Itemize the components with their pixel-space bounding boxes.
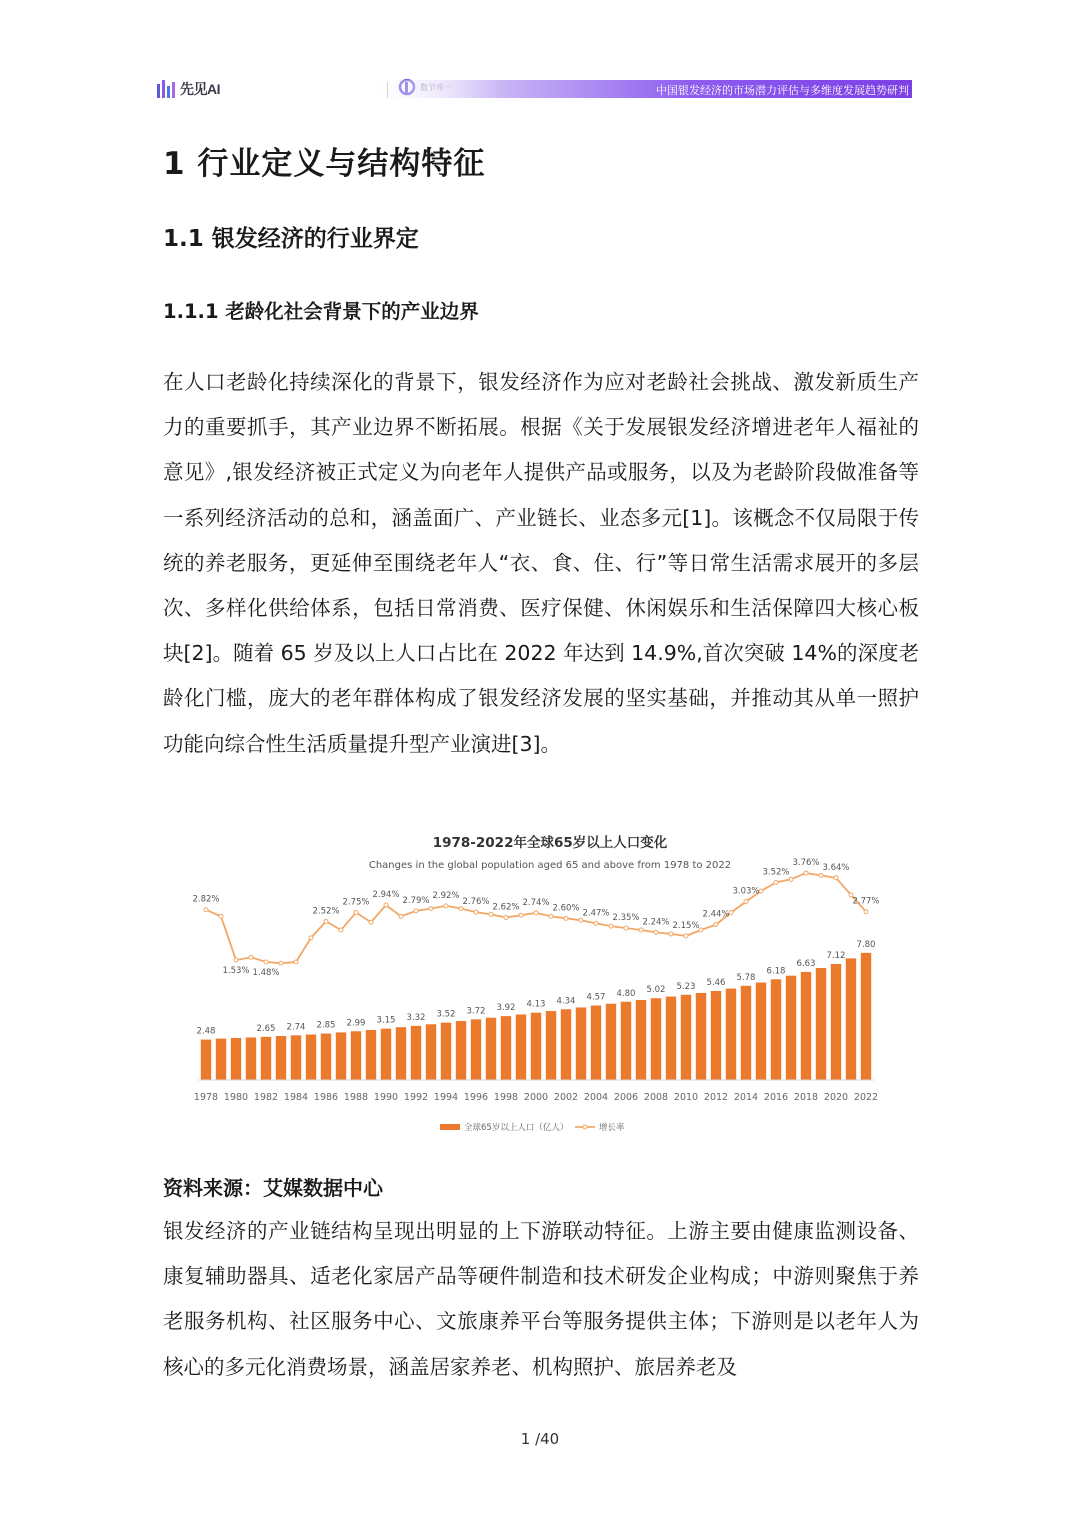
bar-1989	[366, 1030, 376, 1080]
rate-point-2014	[744, 900, 748, 904]
rate-point-2022	[864, 910, 868, 914]
x-tick-label: 2004	[583, 1092, 609, 1103]
bar-2007	[636, 1000, 646, 1080]
bar-value-label: 4.13	[526, 999, 546, 1010]
rate-point-2000	[534, 911, 538, 915]
bar-2016	[771, 979, 781, 1080]
x-tick-label: 2010	[673, 1092, 699, 1103]
rate-point-1986	[324, 919, 328, 923]
bar-2006	[621, 1002, 631, 1080]
bar-2019	[816, 968, 826, 1080]
bar-1978	[201, 1040, 211, 1080]
rate-point-1995	[459, 907, 463, 911]
legend-bar-swatch	[440, 1124, 460, 1130]
bar-value-label: 7.12	[826, 950, 846, 961]
rate-value-label: 2.77%	[852, 896, 880, 907]
bar-value-label: 5.78	[736, 972, 756, 983]
rate-point-1996	[474, 910, 478, 914]
rate-point-2007	[639, 928, 643, 932]
x-tick-label: 1988	[343, 1092, 369, 1103]
rate-value-label: 2.44%	[702, 909, 730, 920]
x-tick-label: 2006	[613, 1092, 639, 1103]
bar-1999	[516, 1014, 526, 1080]
page-number: 1 /40	[520, 1430, 560, 1448]
page-header	[155, 74, 915, 104]
x-tick-label: 2020	[823, 1092, 849, 1103]
rate-value-label: 2.62%	[492, 902, 520, 913]
x-tick-label: 1986	[313, 1092, 339, 1103]
rate-point-2002	[564, 916, 568, 920]
rate-point-1998	[504, 916, 508, 920]
rate-point-2015	[759, 889, 763, 893]
rate-point-2016	[774, 880, 778, 884]
rate-point-2005	[609, 924, 613, 928]
rate-value-label: 2.74%	[522, 897, 550, 908]
bar-1981	[246, 1037, 256, 1080]
bar-1997	[486, 1018, 496, 1080]
bar-value-label: 2.74	[286, 1022, 306, 1033]
rate-value-label: 2.92%	[432, 890, 460, 901]
bar-value-label: 7.80	[856, 939, 876, 950]
rate-value-label: 1.53%	[222, 966, 250, 977]
rate-value-label: 2.24%	[642, 917, 670, 928]
brand-logo-icon	[155, 78, 177, 100]
bar-1983	[276, 1036, 286, 1080]
rate-value-label: 2.76%	[462, 897, 490, 908]
bar-2015	[756, 983, 766, 1080]
bar-2003	[576, 1007, 586, 1080]
rate-point-1991	[399, 914, 403, 918]
bar-1984	[291, 1035, 301, 1080]
x-tick-label: 2000	[523, 1092, 549, 1103]
rate-point-2017	[789, 877, 793, 881]
rate-point-1989	[369, 920, 373, 924]
body-paragraph: 在人口老龄化持续深化的背景下，银发经济作为应对老龄社会挑战、激发新质生产力的重要抓手，其产业边界不断拓展。根据《关于发展银发经济增进老年人福祉的意见》,银发经济被正式定义为向老年人提供产品或服务，以及为老龄阶段做准备等一系列经济活动的总和，涵盖面广、产业链长、业态多元[1]。该概念不仅局限于传统的养老服务，更延伸至围绕老年人“衣、食、住、行”等日常生活需求展开的多层次、多样化供给体系，包括日常消费、医疗保健、休闲娱乐和生活保障四大核心板块[2]。随着 65 岁及以上人口占比在 2022 年达到 14.9%,首次突破 14%的深度老龄化门槛，庞大的老年群体构成了银发经济发展的坚实基础，并推动其从单一照护功能向综合性生活质量提升型产业演进[3]。	[163, 370, 919, 756]
report-title: 中国银发经济的市场潜力评估与多维度发展趋势研判	[656, 84, 909, 97]
x-tick-label: 1992	[403, 1092, 429, 1103]
rate-point-1981	[249, 955, 253, 959]
source-note: 资料来源：艾媒数据中心	[163, 1176, 383, 1200]
legend-bar-label: 全球65岁以上人口（亿人）	[464, 1123, 569, 1133]
bar-2001	[546, 1011, 556, 1080]
rate-point-1999	[519, 913, 523, 917]
rate-value-label: 2.94%	[372, 890, 400, 901]
growth-rate-line	[206, 873, 866, 963]
rate-point-1983	[279, 961, 283, 965]
bar-1993	[426, 1024, 436, 1080]
x-tick-label: 1980	[223, 1092, 249, 1103]
chart-title: 1978-2022年全球65岁以上人口变化	[432, 835, 668, 851]
bar-value-label: 2.48	[196, 1026, 216, 1037]
rate-point-2010	[684, 934, 688, 938]
bar-2017	[786, 976, 796, 1080]
bar-2000	[531, 1013, 541, 1080]
population-chart	[180, 822, 900, 1142]
rate-value-label: 1.48%	[252, 968, 280, 978]
x-tick-label: 1978	[193, 1092, 219, 1103]
bar-2009	[666, 997, 676, 1080]
x-tick-label: 1998	[493, 1092, 519, 1103]
rate-value-label: 2.35%	[612, 913, 640, 924]
x-tick-label: 1984	[283, 1092, 309, 1103]
rate-point-2009	[669, 932, 673, 936]
bar-2005	[606, 1004, 616, 1080]
rate-point-1985	[309, 936, 313, 940]
body-paragraph: 银发经济的产业链结构呈现出明显的上下游联动特征。上游主要由健康监测设备、康复辅助器具、适老化家居产品等硬件制造和技术研发企业构成；中游则聚焦于养老服务机构、社区服务中心、文旅康养平台等服务提供主体；下游则是以老年人为核心的多元化消费场景，涵盖居家养老、机构照护、旅居养老及	[163, 1219, 919, 1379]
bar-value-label: 6.63	[796, 958, 816, 969]
x-tick-label: 2014	[733, 1092, 759, 1103]
x-tick-label: 2016	[763, 1092, 789, 1103]
bar-value-label: 3.92	[496, 1003, 516, 1014]
bar-value-label: 3.52	[436, 1009, 456, 1020]
bar-1998	[501, 1016, 511, 1080]
chapter-title: 1 行业定义与结构特征	[163, 146, 486, 182]
bar-value-label: 5.23	[676, 981, 696, 992]
rate-point-1994	[444, 904, 448, 908]
bar-2020	[831, 964, 841, 1080]
x-tick-label: 1990	[373, 1092, 399, 1103]
bar-value-label: 4.80	[616, 988, 636, 999]
bar-1996	[471, 1019, 481, 1080]
rate-point-2003	[579, 918, 583, 922]
x-tick-label: 1996	[463, 1092, 489, 1103]
bar-value-label: 4.57	[586, 992, 606, 1003]
x-tick-label: 2012	[703, 1092, 729, 1103]
bar-1987	[336, 1032, 346, 1080]
bar-value-label: 3.72	[466, 1006, 486, 1017]
rate-point-1984	[294, 960, 298, 964]
rate-point-1990	[384, 903, 388, 907]
rate-point-1982	[264, 960, 268, 964]
bar-value-label: 2.85	[316, 1020, 336, 1031]
bar-value-label: 3.32	[406, 1012, 426, 1023]
rate-value-label: 3.64%	[822, 862, 850, 873]
chart-subtitle: Changes in the global population aged 65 and above from 1978 to 2022	[368, 860, 732, 871]
rate-value-label: 2.60%	[552, 903, 580, 914]
bar-2004	[591, 1006, 601, 1080]
bar-1988	[351, 1031, 361, 1080]
bar-2008	[651, 998, 661, 1080]
bar-2021	[846, 958, 856, 1080]
bar-1985	[306, 1035, 316, 1080]
x-tick-label: 2002	[553, 1092, 579, 1103]
bar-1995	[456, 1021, 466, 1080]
bar-2022	[861, 953, 871, 1080]
bar-2012	[711, 991, 721, 1080]
rate-point-1979	[219, 914, 223, 918]
rate-point-2018	[804, 871, 808, 875]
rate-value-label: 2.79%	[402, 895, 430, 906]
rate-point-2001	[549, 914, 553, 918]
bar-2014	[741, 986, 751, 1080]
rate-point-2012	[714, 923, 718, 927]
rate-value-label: 3.03%	[732, 886, 760, 897]
rate-value-label: 2.82%	[192, 894, 220, 905]
x-tick-label: 1994	[433, 1092, 459, 1103]
x-tick-label: 2018	[793, 1092, 819, 1103]
rate-value-label: 2.75%	[342, 897, 370, 908]
chart-legend	[440, 1122, 625, 1133]
bar-2018	[801, 972, 811, 1080]
bar-2010	[681, 995, 691, 1080]
x-tick-label: 2008	[643, 1092, 669, 1103]
rate-value-label: 2.47%	[582, 908, 610, 919]
bar-value-label: 2.99	[346, 1018, 366, 1029]
bar-value-label: 2.65	[256, 1023, 276, 1034]
bar-value-label: 5.46	[706, 978, 726, 989]
bar-value-label: 6.18	[766, 966, 786, 977]
rate-point-2004	[594, 921, 598, 925]
bar-1982	[261, 1037, 271, 1080]
bar-1980	[231, 1038, 241, 1080]
rate-point-1992	[414, 909, 418, 913]
x-tick-label: 2022	[853, 1092, 879, 1103]
legend-line-label: 增长率	[599, 1123, 625, 1133]
rate-value-label: 3.76%	[792, 858, 820, 869]
legend-line-marker	[583, 1125, 587, 1129]
rate-point-1988	[354, 910, 358, 914]
rate-value-label: 2.15%	[672, 920, 700, 931]
rate-point-2013	[729, 910, 733, 914]
rate-point-1993	[429, 907, 433, 911]
rate-value-label: 2.52%	[312, 906, 340, 917]
rate-point-2011	[699, 928, 703, 932]
brand-logo-text: 先见AI	[180, 81, 220, 97]
subsection-heading: 1.1.1 老龄化社会背景下的产业边界	[163, 300, 479, 323]
rate-point-1980	[234, 958, 238, 962]
bar-1991	[396, 1027, 406, 1080]
rate-value-label: 3.52%	[762, 867, 790, 878]
rate-point-2019	[819, 873, 823, 877]
bar-1979	[216, 1039, 226, 1080]
bar-1994	[441, 1023, 451, 1080]
bar-1990	[381, 1029, 391, 1080]
bar-2013	[726, 989, 736, 1080]
brand-logo	[155, 78, 220, 100]
section-heading: 1.1 银发经济的行业界定	[163, 226, 419, 252]
bar-value-label: 3.15	[376, 1015, 396, 1026]
rate-point-2020	[834, 876, 838, 880]
bar-2011	[696, 993, 706, 1080]
x-tick-label: 1982	[253, 1092, 279, 1103]
bar-2002	[561, 1009, 571, 1080]
bar-value-label: 5.02	[646, 985, 666, 996]
rate-point-2006	[624, 926, 628, 930]
rate-point-1987	[339, 928, 343, 932]
rate-point-1978	[204, 908, 208, 912]
rate-point-2008	[654, 930, 658, 934]
bar-value-label: 4.34	[556, 996, 576, 1007]
rate-point-1997	[489, 912, 493, 916]
bar-1992	[411, 1026, 421, 1080]
bar-1986	[321, 1034, 331, 1080]
